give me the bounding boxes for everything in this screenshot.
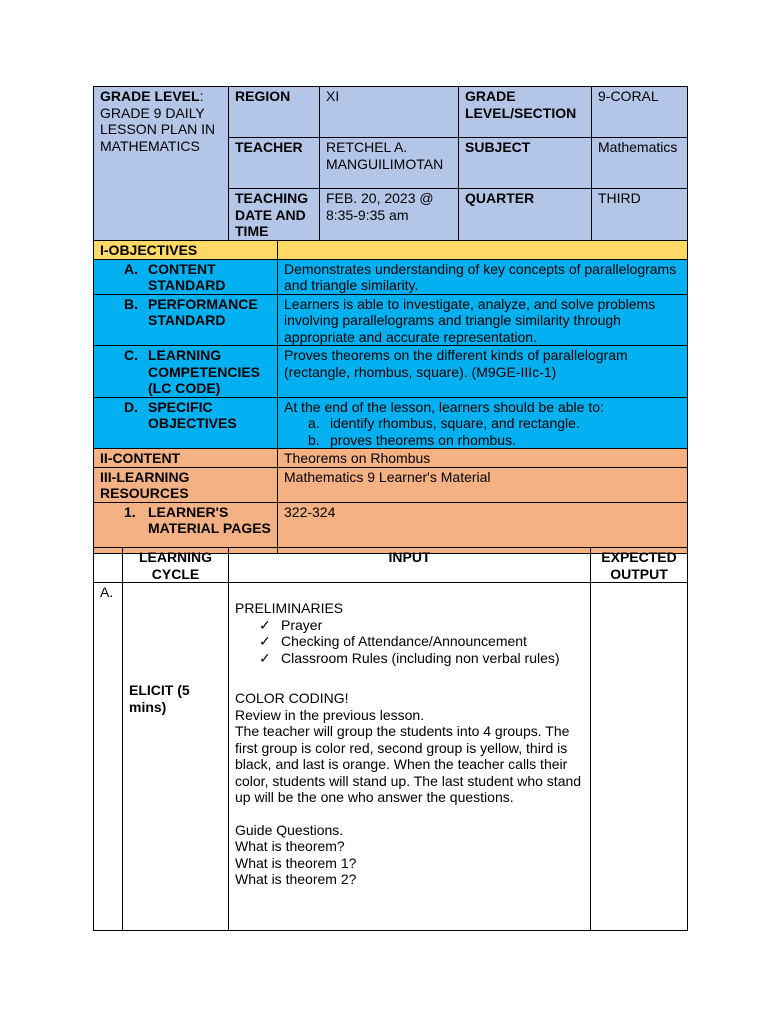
content-standard-text: Demonstrates understanding of key concepts of parallelograms and triangle similarity. — [278, 259, 688, 294]
grade-level-label: GRADE LEVEL — [100, 88, 200, 104]
performance-standard-label-cell — [94, 294, 278, 346]
elicit-letter: A. — [94, 583, 123, 931]
date-label: TEACHING DATE AND TIME — [229, 189, 320, 241]
quarter-value: THIRD — [592, 189, 688, 241]
objectives-table — [93, 240, 688, 554]
resources-value: Mathematics 9 Learner's Material — [278, 467, 688, 502]
section-label: GRADE LEVEL/SECTION — [459, 87, 592, 138]
resources-label: III-LEARNING RESOURCES — [94, 467, 278, 502]
lm-pages-label-cell — [94, 502, 278, 553]
learning-cycle-header: LEARNING CYCLE — [123, 548, 229, 583]
lm-pages-value: 322-324 — [278, 502, 688, 553]
teacher-value: RETCHEL A. MANGUILIMOTAN — [320, 138, 459, 189]
guide-question: What is theorem 2? — [235, 871, 357, 887]
check-icon: ✓ — [259, 633, 271, 649]
content-standard-label: CONTENT STANDARD — [148, 260, 226, 293]
color-coding-line: The teacher will group the students into 4 groups. The first group is color red, second group is yellow, third is black, and last is orange. When the teacher calls their color, students will stand up. The last student who stand up will be the one who answer the questions. — [235, 723, 582, 805]
specific-objectives-intro: At the end of the lesson, learners should be able to: — [284, 398, 604, 415]
objectives-title: I-OBJECTIVES — [94, 241, 278, 260]
header-table — [93, 86, 688, 241]
learning-competencies-num: C. — [124, 347, 138, 363]
elicit-label: ELICIT (5 mins) — [129, 682, 190, 715]
check-icon: ✓ — [259, 616, 271, 633]
specific-objectives-cell — [278, 397, 688, 449]
guide-question: What is theorem 1? — [235, 854, 357, 871]
preliminary-item: ✓ Prayer — [259, 616, 323, 633]
specific-objectives-num: D. — [124, 398, 138, 415]
learning-cycle-table — [93, 547, 688, 931]
region-value: XI — [320, 87, 459, 138]
content-standard-label-cell — [94, 259, 278, 294]
region-label: REGION — [229, 87, 320, 138]
input-header: INPUT — [229, 548, 591, 583]
specific-objectives-label: SPECIFIC OBJECTIVES — [148, 398, 237, 431]
lm-pages-num: 1. — [124, 503, 136, 520]
learning-competencies-text: Proves theorems on the different kinds of parallelogram (rectangle, rhombus, square). (M9GE-IIIc-1) — [278, 346, 688, 398]
color-coding-title: COLOR CODING! — [235, 690, 349, 706]
lm-pages-label: LEARNER'S MATERIAL PAGES — [148, 503, 271, 536]
section-value: 9-CORAL — [592, 87, 688, 138]
expected-output-header: EXPECTED OUTPUT — [591, 548, 688, 583]
elicit-expected-output — [591, 583, 688, 931]
specific-objective-item: b. proves theorems on rhombus. — [308, 431, 516, 448]
grade-level-value: GRADE 9 DAILY LESSON PLAN IN MATHEMATICS — [100, 104, 216, 154]
date-value: FEB. 20, 2023 @ 8:35-9:35 am — [320, 189, 459, 241]
grade-level-cell: GRADE LEVEL: GRADE 9 DAILY LESSON PLAN IN MATHEMATICS — [94, 87, 229, 241]
guide-question: What is theorem? — [235, 838, 345, 854]
content-value: Theorems on Rhombus — [278, 449, 688, 468]
content-standard-num: A. — [124, 260, 138, 277]
preliminaries-title: PRELIMINARIES — [235, 600, 344, 616]
quarter-label: QUARTER — [459, 189, 592, 241]
performance-standard-num: B. — [124, 295, 138, 312]
preliminary-item: ✓ Classroom Rules (including non verbal rules) — [259, 649, 560, 666]
performance-standard-text: Learners is able to investigate, analyze, and solve problems involving parallelograms and triangle similarity through appropriate and accurate representation. — [278, 294, 688, 346]
teacher-label: TEACHER — [229, 138, 320, 189]
color-coding-line: Review in the previous lesson. — [235, 706, 425, 723]
subject-label: SUBJECT — [459, 138, 592, 189]
preliminary-item: ✓ Checking of Attendance/Announcement — [259, 633, 527, 649]
learning-competencies-label-cell — [94, 346, 278, 398]
specific-objective-item: a. identify rhombus, square, and rectangle. — [308, 415, 580, 431]
performance-standard-label: PERFORMANCE STANDARD — [148, 295, 258, 328]
guide-questions-title: Guide Questions. — [235, 821, 344, 838]
content-label: II-CONTENT — [94, 449, 278, 468]
subject-value: Mathematics — [592, 138, 688, 189]
elicit-label-cell — [123, 583, 229, 931]
learning-competencies-label: LEARNING COMPETENCIES (LC CODE) — [148, 347, 261, 396]
specific-objectives-label-cell — [94, 397, 278, 449]
check-icon: ✓ — [259, 649, 271, 666]
elicit-input-cell — [229, 583, 591, 931]
